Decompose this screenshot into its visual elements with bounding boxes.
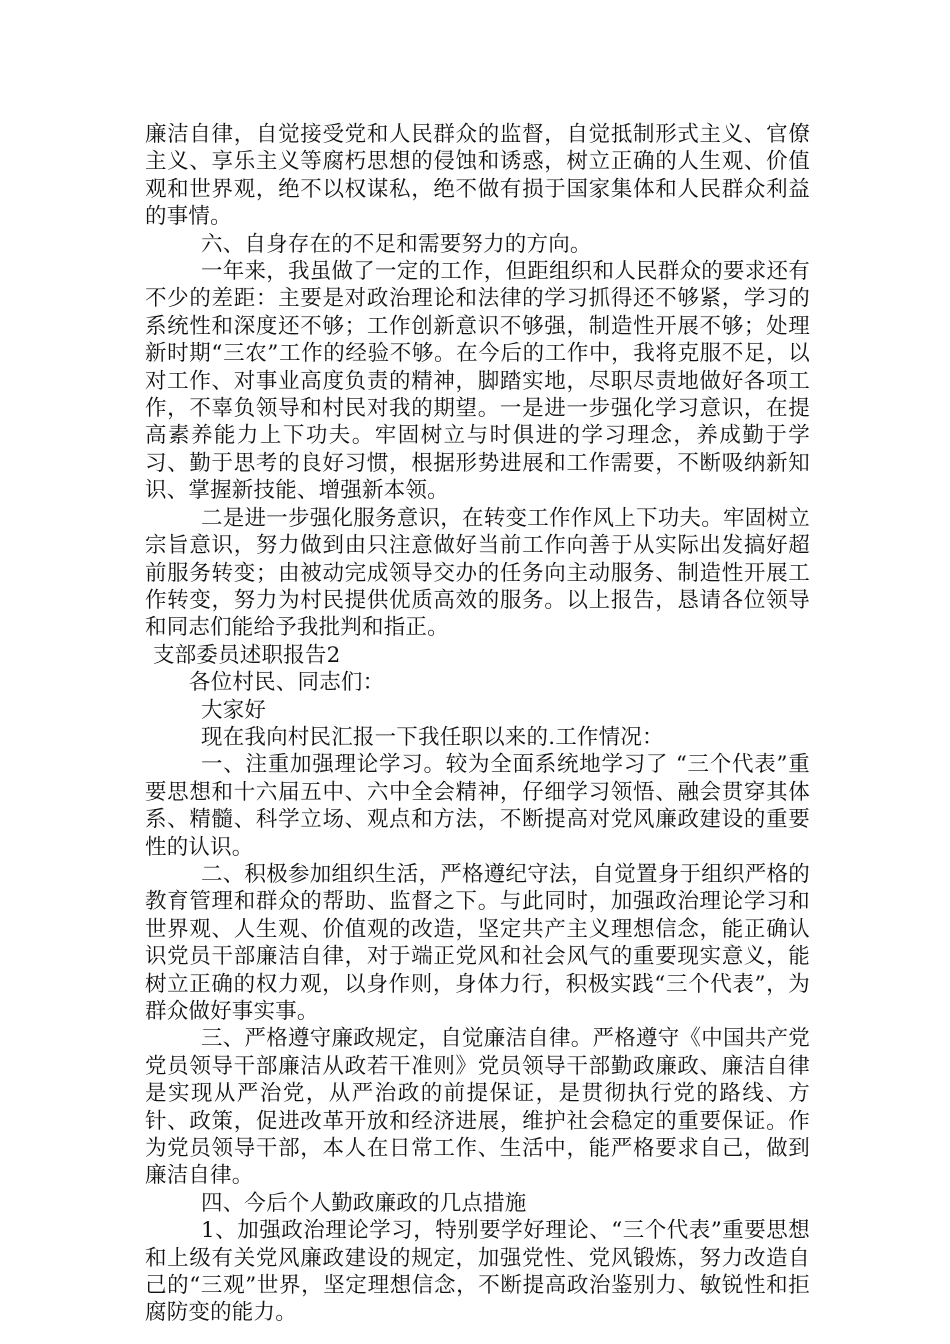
greeting: 大家好: [201, 697, 267, 723]
paragraph-integrity-rules: 三、严格遵守廉政规定，自觉廉洁自律。严格遵守《中国共产党党员领导干部廉洁从政若干准则》党员领导干部勤政廉政、廉洁自律是实现从严治党，从严治政的前提保证，是贯彻执行党的路线、方针、政策，促进改革开放和经济进展，维护社会稳定的重要保证。作为党员领导干部，本人在日常工作、生活中，能严格要求自己，做到廉洁自律。: [145, 1026, 810, 1189]
paragraph-heading-four: 四、今后个人勤政廉政的几点措施: [201, 1190, 527, 1216]
paragraph-service-awareness: 二是进一步强化服务意识，在转变工作作风上下功夫。牢固树立宗旨意识，努力做到由只注意做好当前工作向善于从实际出发搞好超前服务转变；由被动完成领导交办的任务向主动服务、制造性开展工作转变，努力为村民提供优质高效的服务。以上报告，恳请各位领导和同志们能给予我批判和指正。: [145, 505, 810, 641]
salutation: 各位村民、同志们：: [189, 670, 385, 696]
paragraph-organization-life: 二、积极参加组织生活，严格遵纪守法，自觉置身于组织严格的教育管理和群众的帮助、监督之下。与此同时，加强政治理论学习和世界观、人生观、价值观的改造，坚定共产主义理想信念，能正确认识党员干部廉洁自律，对于端正党风和社会风气的重要现实意义，能树立正确的权力观，以身作则，身体力行，积极实践“三个代表”，为群众做好事实事。: [145, 861, 810, 1024]
report-title: 支部委员述职报告2: [153, 642, 341, 668]
paragraph-continuation: 廉洁自律，自觉接受党和人民群众的监督，自觉抵制形式主义、官僚主义、享乐主义等腐朽思想的侵蚀和诱惑，树立正确的人生观、价值观和世界观，绝不以权谋私，绝不做有损于国家集体和人民群众利益的事情。: [145, 122, 810, 230]
paragraph-heading-six: 六、自身存在的不足和需要努力的方向。: [201, 231, 592, 257]
paragraph-shortcomings: 一年来，我虽做了一定的工作，但距组织和人民群众的要求还有不少的差距：主要是对政治理论和法律的学习抓得还不够紧，学习的系统性和深度还不够；工作创新意识不够强，制造性开展不够；处理新时期“三农”工作的经验不够。在今后的工作中，我将克服不足，以对工作、对事业高度负责的精神，脚踏实地，尽职尽责地做好各项工作，不辜负领导和村民对我的期望。一是进一步强化学习意识，在提高素养能力上下功夫。牢固树立与时俱进的学习理念，养成勤于学习、勤于思考的良好习惯，根据形势进展和工作需要，不断吸纳新知识、掌握新技能、增强新本领。: [145, 259, 810, 504]
paragraph-intro: 现在我向村民汇报一下我任职以来的.工作情况：: [201, 724, 664, 750]
paragraph-theory-study: 一、注重加强理论学习。较为全面系统地学习了 “三个代表”重要思想和十六届五中、六中全会精神，仔细学习领悟、融会贯穿其体系、精髓、科学立场、观点和方法，不断提高对党风廉政建设的重要性的认识。: [145, 752, 810, 860]
paragraph-measure-one: 1、加强政治理论学习，特别要学好理论、“三个代表”重要思想和上级有关党风廉政建设的规定，加强党性、党风锻炼，努力改造自己的“三观”世界，坚定理想信念，不断提高政治鉴别力、敏锐性和拒腐防变的能力。: [145, 1218, 810, 1326]
document-body: [145, 121, 810, 1327]
